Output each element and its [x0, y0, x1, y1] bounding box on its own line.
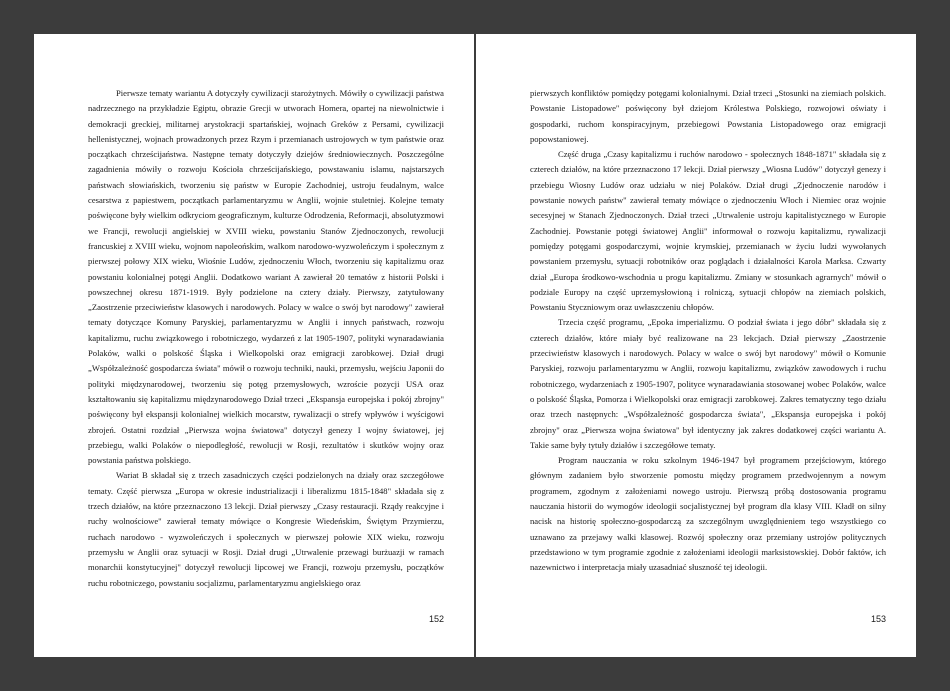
- page-left[interactable]: [34, 34, 474, 657]
- paragraph: Część druga „Czasy kapitalizmu i ruchów narodowo - społecznych 1848-1871" składała się z czterech działów, na które przeznaczono 17 lekcji. Dział pierwszy „Wiosna Ludów" dotyczył genezy i przebiegu Wiosny Ludów oraz udziału w niej Polaków. Dział drugi „Zjednoczenie narodów i powstanie nowych państw" zawierał tematy mówiące o zjednoczeniu Włoch i Niemiec oraz wojnie secesyjnej w Stanach Zjednoczonych. Dział trzeci „Utrwalenie ustroju kapitalistycznego w Europie Zachodniej. Powstanie potęgi światowej Anglii" informował o rozwoju kapitalizmu, rywalizacji pomiędzy potęgami gospodarczymi, wojnie krymskiej, przemianach w życiu ludzi wywołanych powstaniem przemysłu, sytuacji robotników oraz poglądach i działalności Karola Marksa. Czwarty dział „Europa środkowo-wschodnia u progu kapitalizmu. Zmiany w stosunkach agrarnych" mówił o podziale Europy na część uprzemysłowioną i rolniczą, sytuacji chłopów na ziemiach polskich, Powstaniu Styczniowym oraz uwłaszczeniu chłopów.: [530, 149, 886, 313]
- page-number: 153: [870, 614, 886, 624]
- paragraph: Trzecia część programu, „Epoka imperializmu. O podział świata i jego dóbr" składała się z czterech działów, które miały być realizowane na 23 lekcjach. Dział pierwszy „Zaostrzenie przeciwieństw klasowych i narodowych. Polacy w walce o swój byt narodowy" mówił o Komunie Paryskiej, rozwoju parlamentaryzmu w Anglii, rozwoju kapitalizmu, związków zawodowych i ruchu robotniczego, wydarzeniach z 1905-1907, polityce wynaradawiania stosowanej wobec Polaków, walce o polskość Śląska, Pomorza i Wielkopolski oraz emigracji zarobkowej. Zakres tematyczny tego działu oraz trzech następnych: „Współzależność gospodarcza świata", „Ekspansja europejska i pokój zbrojny" oraz „Pierwsza wojna światowa" był identyczny jak zakres dodatkowej części wariantu A. Takie same były tytuły działów i szczegółowe tematy.: [530, 317, 886, 450]
- page-number: 152: [428, 614, 444, 624]
- page-left-text: [88, 86, 444, 591]
- page-right[interactable]: [476, 34, 916, 657]
- paragraph: Pierwsze tematy wariantu A dotyczyły cywilizacji starożytnych. Mówiły o cywilizacji państwa nadrzecznego na przykładzie Egiptu, obrazie Grecji w utworach Homera, opartej na niewolnictwie i demokracji greckiej, militarnej arystokracji spartańskiej, wojnach Greków z Persami, cywilizacji hellenistycznej, wojnach prowadzonych przez Rzym i przemianach ustrojowych w tym państwie oraz początkach chrześcijaństwa. Następne tematy dotyczyły dziejów średniowiecznych. Poszczególne zagadnienia mówiły o rozwoju Kościoła chrześcijańskiego, powstawaniu islamu, najstarszych państwach słowiańskich, tworzeniu się państw w Europie Zachodniej, ustroju feudalnym, walce cesarstwa z papiestwem, początkach parlamentaryzmu w Anglii, wojnie stuletniej. Kolejne tematy poświęcone były wielkim odkryciom geograficznym, kulturze Odrodzenia, Reformacji, absolutyzmowi we Francji, rewolucji angielskiej w XVIII wieku, powstaniu Stanów Zjednoczonych, rewolucji francuskiej z XVIII wieku, wojnom napoleońskim, walkom narodowo-wyzwoleńczym i społecznym z pierwszej połowy XIX wieku, Wiośnie Ludów, zjednoczeniu Włoch, tworzeniu się kapitalizmu oraz powstaniu kolonialnej potęgi Anglii. Dodatkowo wariant A zawierał 20 tematów z historii Polski i powszechnej okresu 1871-1919. Były podzielone na cztery działy. Pierwszy, zatytułowany „Zaostrzenie przeciwieństw klasowych i narodowych. Polacy w walce o swój byt narodowy" zawierał tematy dotyczące Komuny Paryskiej, parlamentaryzmu w Anglii i innych państwach, rozwoju kapitalizmu, ruchu związkowego i robotniczego, wydarzeń z lat 1905-1907, polityki wynaradawiania Polaków, walki o polskość Śląska i Wielkopolski oraz emigracji zarobkowej. Dział drugi „Współzależność gospodarcza świata" mówił o rozwoju techniki, nauki, przemysłu, wejściu Japonii do polityki międzynarodowej, tworzeniu się potęg przemysłowych, wzroście pozycji USA oraz kształtowaniu się kapitalizmu międzynarodowego Dział trzeci „Ekspansja europejska i pokój zbrojny" poświęcony był ekspansji kolonialnej wielkich mocarstw, rywalizacji o strefy wpływów i wyścigowi zbrojeń. Ostatni rozdział „Pierwsza wojna światowa" dotyczył genezy I wojny światowej, jej przebiegu, walki Polaków o niepodległość, rewolucji w Rosji, rezultatów i skutków wojny oraz powstania państwa polskiego.: [88, 88, 444, 466]
- page-right-text: [530, 86, 886, 576]
- paragraph: Program nauczania w roku szkolnym 1946-1947 był programem przejściowym, którego głównym zadaniem było stworzenie pomostu między programem przedwojennym a nowym programem, zgodnym z założeniami nowego ustroju. Pierwszą próbą dostosowania programu nauczania historii do wymogów ideologii socjalistycznej był program dla klasy VIII. Kładł on silny nacisk na historię społeczno-gospodarczą za szczególnym uwzględnieniem tego wszystkiego co uznawano za przejawy walki klasowej. Rozwój społeczny oraz przemiany ustrojów politycznych przedstawiono w tym programie zgodnie z założeniami ideologii marksistowskiej. Dobór faktów, ich nazewnictwo i interpretacja miały uzasadniać słuszność tej ideologii.: [530, 455, 886, 573]
- paragraph: pierwszych konfliktów pomiędzy potęgami kolonialnymi. Dział trzeci „Stosunki na ziemiach polskich. Powstanie Listopadowe" poświęcony był dziejom Królestwa Polskiego, rozwojowi oświaty i gospodarki, ruchom konspiracyjnym, przebiegowi Powstania Listopadowego oraz emigracji popowstaniowej.: [530, 88, 886, 144]
- paragraph: Wariat B składał się z trzech zasadniczych części podzielonych na działy oraz szczegółowe tematy. Część pierwsza „Europa w okresie industrializacji i liberalizmu 1815-1848" składała się z trzech działów, na które przeznaczono 13 lekcji. Dział pierwszy „Czasy restauracji. Rządy reakcyjne i ruchy wolnościowe" zawierał tematy mówiące o Kongresie Wiedeńskim, Świętym Przymierzu, ruchach narodowo - wyzwoleńczych i społecznych w pierwszej połowie XIX wieku, rozwoju przemysłu w Anglii oraz sytuacji w Rosji. Dział drugi „Utrwalenie przewagi burżuazji w ramach monarchii konstytucyjnej" dotyczył rewolucji lipcowej we Francji, rozwoju przemysłu, początków ruchu robotniczego, powstaniu socjalizmu, parlamentaryzmu angielskiego oraz: [88, 470, 444, 588]
